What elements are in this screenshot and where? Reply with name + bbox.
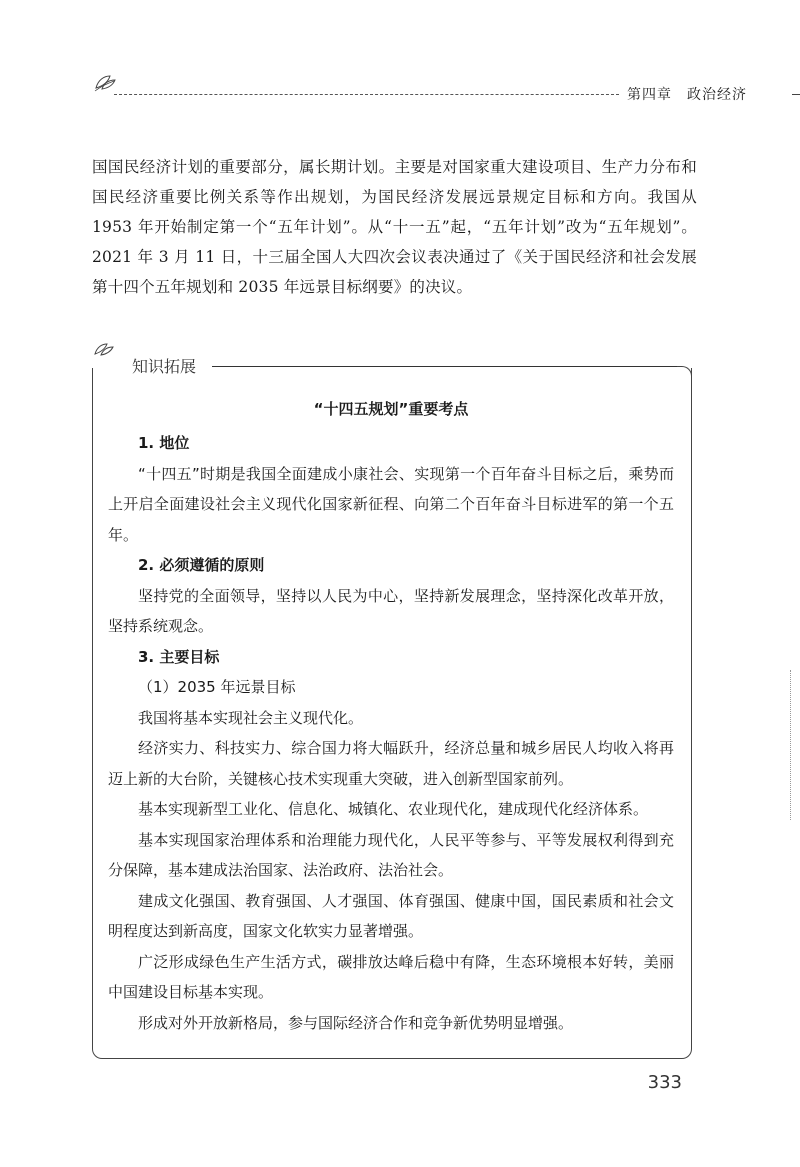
- scan-edge-mark: [790, 670, 791, 820]
- header-rule-left: [114, 94, 619, 95]
- running-header: [92, 72, 747, 103]
- extension-title: “十四五规划”重要考点: [313, 400, 469, 418]
- body-paragraph: 国国民经济计划的重要部分，属长期计划。主要是对国家重大建设项目、生产力分布和国民经济重要比例关系等作出规划，为国民经济发展远景规定目标和方向。我国从1953 年开始制定第一个“五年计划”。从“十一五”起，“五年计划”改为“五年规划”。2021 年 3 月 11 日，十三届全国人大四次会议表决通过了《关于国民经济和社会发展第十四个五年规划和 2035 年远景目标纲要》的决议。: [92, 158, 697, 296]
- page-number: 333: [647, 1072, 682, 1093]
- section-text: “十四五”时期是我国全面建成小康社会、实现第一个百年奋斗目标之后，乘势而上开启全面建设社会主义现代化国家新征程、向第二个百年奋斗目标进军的第一个五年。: [108, 464, 674, 544]
- section-heading: 1. 地位: [138, 434, 190, 452]
- section-heading: 3. 主要目标: [138, 647, 220, 666]
- extension-rule: [212, 366, 682, 367]
- header-rule-right: [792, 94, 800, 95]
- section-text: 坚持党的全面领导，坚持以人民为中心，坚持新发展理念，坚持深化改革开放，坚持系统观念。: [108, 586, 674, 635]
- list-item: 基本实现国家治理体系和治理能力现代化，人民平等参与、平等发展权利得到充分保障，基本建成法治国家、法治政府、法治社会。: [108, 830, 674, 879]
- list-item: 建成文化强国、教育强国、人才强国、体育强国、健康中国，国民素质和社会文明程度达到新高度，国家文化软实力显著增强。: [108, 891, 674, 940]
- subsection-heading: （1）2035 年远景目标: [138, 678, 296, 696]
- list-item: 广泛形成绿色生产生活方式，碳排放达峰后稳中有降，生态环境根本好转，美丽中国建设目标基本实现。: [108, 952, 674, 1001]
- leaf-icon: [92, 72, 118, 92]
- extension-header: [92, 340, 692, 376]
- leaf-icon: [92, 340, 116, 358]
- extension-content: [108, 428, 674, 1038]
- extension-label: 知识拓展: [132, 357, 197, 376]
- chapter-title: 第四章 政治经济: [627, 87, 747, 103]
- list-item: 经济实力、科技实力、综合国力将大幅跃升，经济总量和城乡居民人均收入将再迈上新的大台阶，关键核心技术实现重大突破，进入创新型国家前列。: [108, 739, 674, 788]
- section-heading: 2. 必须遵循的原则: [138, 556, 265, 574]
- list-item: 形成对外开放新格局，参与国际经济合作和竞争新优势明显增强。: [138, 1013, 574, 1032]
- list-item: 我国将基本实现社会主义现代化。: [138, 708, 364, 727]
- list-item: 基本实现新型工业化、信息化、城镇化、农业现代化，建成现代化经济体系。: [138, 800, 649, 818]
- box-corner: [677, 366, 692, 381]
